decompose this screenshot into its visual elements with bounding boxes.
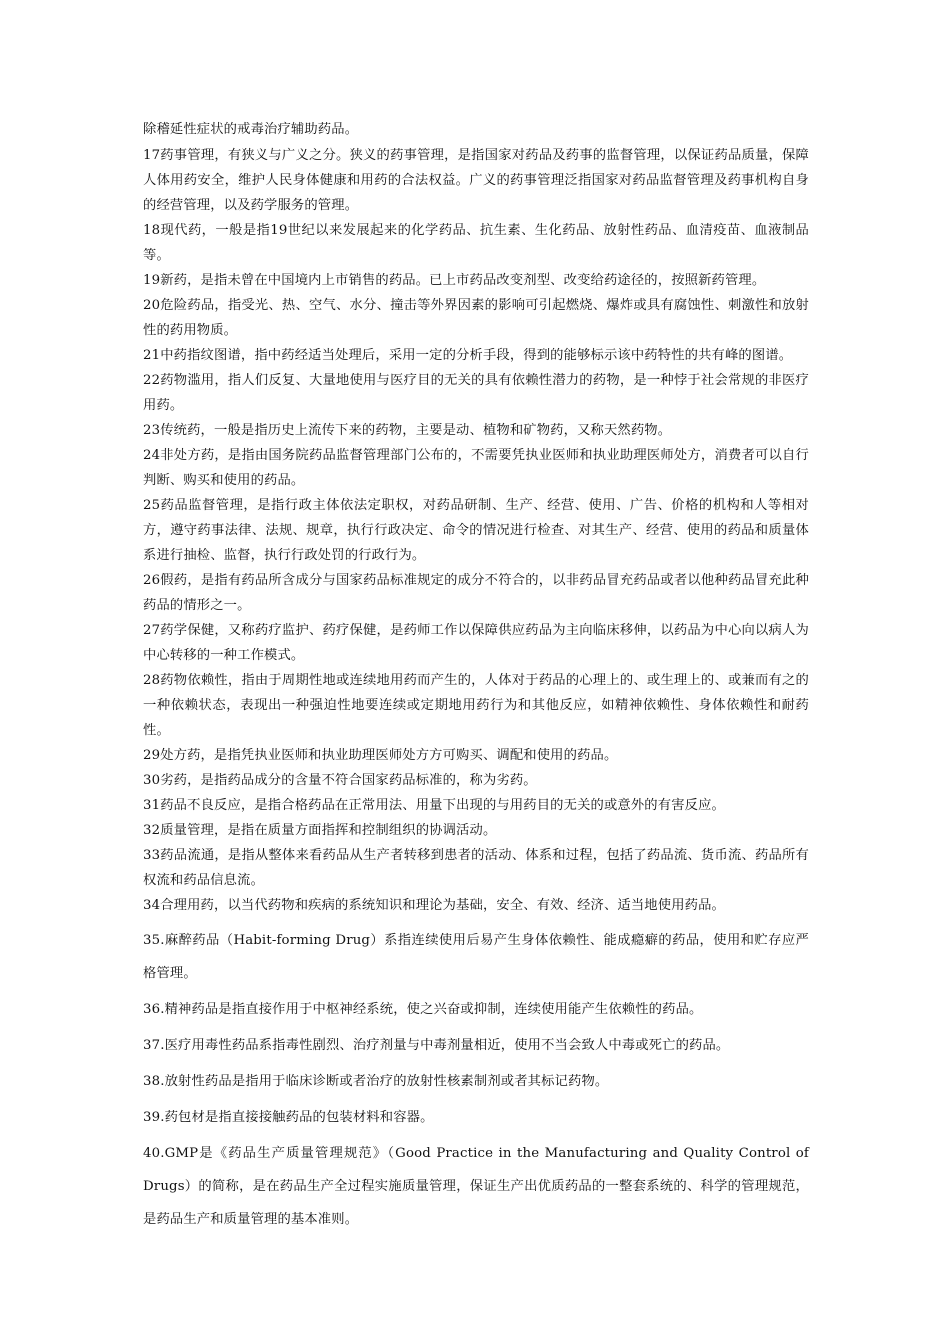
document-body <box>143 117 809 1236</box>
paragraph-19-new-drugs: 19新药，是指未曾在中国境内上市销售的药品。已上市药品改变剂型、改变给药途径的，按照新药管理。 <box>143 273 766 288</box>
paragraph-31-adverse-reactions: 31药品不良反应，是指合格药品在正常用法、用量下出现的与用药目的无关的或意外的有害反应。 <box>143 798 725 813</box>
paragraph-continuation: 除稽延性症状的戒毒治疗辅助药品。 <box>143 122 359 137</box>
paragraph-29-prescription-drugs: 29处方药，是指凭执业医师和执业助理医师处方方可购买、调配和使用的药品。 <box>143 748 618 763</box>
paragraph-37-toxic-drugs: 37.医疗用毒性药品系指毒性剧烈、治疗剂量与中毒剂量相近，使用不当会致人中毒或死亡的药品。 <box>143 1038 730 1053</box>
paragraph-24-otc-drugs: 24非处方药，是指由国务院药品监督管理部门公布的，不需要凭执业医师和执业助理医师处方，消费者可以自行判断、购买和使用的药品。 <box>143 448 809 488</box>
paragraph-35-narcotic-drugs: 35.麻醉药品（Habit-forming Drug）系指连续使用后易产生身体依赖性、能成瘾癖的药品，使用和贮存应严格管理。 <box>143 933 809 981</box>
paragraph-28-drug-dependence: 28药物依赖性，指由于周期性地或连续地用药而产生的，人体对于药品的心理上的、或生理上的、或兼而有之的一种依赖状态，表现出一种强迫性地要连续或定期地用药行为和其他反应，如精神依赖性、身体依赖性和耐药性。 <box>143 673 809 738</box>
paragraph-25-drug-supervision: 25药品监督管理，是指行政主体依法定职权，对药品研制、生产、经营、使用、广告、价格的机构和人等相对方，遵守药事法律、法规、规章，执行行政决定、命令的情况进行检查、对其生产、经营、使用的药品和质量体系进行抽检、监督，执行行政处罚的行政行为。 <box>143 498 809 563</box>
paragraph-40-gmp: 40.GMP是《药品生产质量管理规范》（Good Practice in the Manufacturing and Quality Control of Drugs）的简称，是在药品生产全过程实施质量管理，保证生产出优质药品的一整套系统的、科学的管理规范，是药品生产和质量管理的基本准则。 <box>143 1146 809 1227</box>
paragraph-23-traditional-drugs: 23传统药，一般是指历史上流传下来的药物，主要是动、植物和矿物药，又称天然药物。 <box>143 423 672 438</box>
paragraph-21-fingerprint-chromatogram: 21中药指纹图谱，指中药经适当处理后，采用一定的分析手段，得到的能够标示该中药特性的共有峰的图谱。 <box>143 348 793 363</box>
paragraph-18-modern-drugs: 18现代药，一般是指19世纪以来发展起来的化学药品、抗生素、生化药品、放射性药品、血清疫苗、血液制品等。 <box>143 223 809 263</box>
paragraph-36-psychotropic-drugs: 36.精神药品是指直接作用于中枢神经系统，使之兴奋或抑制，连续使用能产生依赖性的药品。 <box>143 1002 703 1017</box>
paragraph-39-packaging-materials: 39.药包材是指直接接触药品的包装材料和容器。 <box>143 1110 434 1125</box>
paragraph-32-quality-management: 32质量管理，是指在质量方面指挥和控制组织的协调活动。 <box>143 823 497 838</box>
paragraph-27-pharmaceutical-care: 27药学保健，又称药疗监护、药疗保健，是药师工作以保障供应药品为主向临床移伸，以药品为中心向以病人为中心转移的一种工作模式。 <box>143 623 809 663</box>
paragraph-17-pharmacy-administration: 17药事管理，有狭义与广义之分。狭义的药事管理，是指国家对药品及药事的监督管理，以保证药品质量，保障人体用药安全，维护人民身体健康和用药的合法权益。广义的药事管理泛指国家对药品监督管理及药事机构自身的经营管理，以及药学服务的管理。 <box>143 148 809 213</box>
paragraph-26-counterfeit-drugs: 26假药，是指有药品所含成分与国家药品标准规定的成分不符合的，以非药品冒充药品或者以他种药品冒充此种药品的情形之一。 <box>143 573 809 613</box>
paragraph-30-substandard-drugs: 30劣药，是指药品成分的含量不符合国家药品标准的，称为劣药。 <box>143 773 537 788</box>
paragraph-38-radioactive-drugs: 38.放射性药品是指用于临床诊断或者治疗的放射性核素制剂或者其标记药物。 <box>143 1074 609 1089</box>
paragraph-20-hazardous-drugs: 20危险药品，指受光、热、空气、水分、撞击等外界因素的影响可引起燃烧、爆炸或具有腐蚀性、刺激性和放射性的药用物质。 <box>143 298 809 338</box>
paragraph-34-rational-drug-use: 34合理用药，以当代药物和疾病的系统知识和理论为基础，安全、有效、经济、适当地使用药品。 <box>143 898 725 913</box>
paragraph-22-drug-abuse: 22药物滥用，指人们反复、大量地使用与医疗目的无关的具有依赖性潜力的药物，是一种悖于社会常规的非医疗用药。 <box>143 373 809 413</box>
paragraph-33-drug-distribution: 33药品流通，是指从整体来看药品从生产者转移到患者的活动、体系和过程，包括了药品流、货币流、药品所有权流和药品信息流。 <box>143 848 809 888</box>
